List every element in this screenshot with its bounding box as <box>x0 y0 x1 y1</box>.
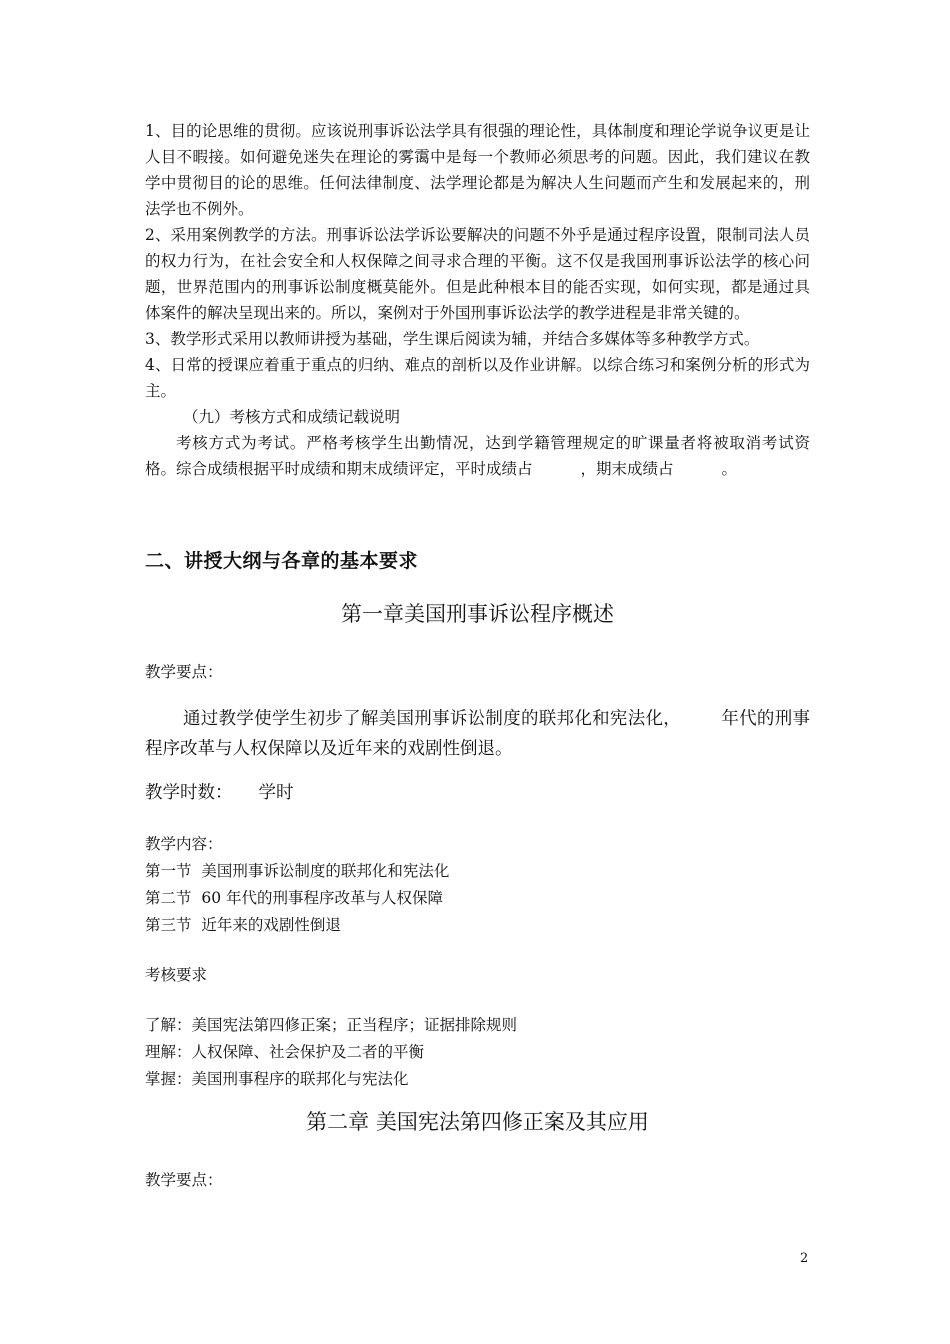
page-number: 2 <box>800 1251 809 1266</box>
chapter1-hours-unit: 学时 <box>258 783 294 803</box>
chapter1-content-label: 教学内容： <box>145 835 223 853</box>
section-heading: 二、讲授大纲与各章的基本要求 <box>145 550 419 572</box>
chapter1-title: 第一章美国刑事诉讼程序概述 <box>341 602 614 626</box>
method-item-2: 2、采用案例教学的方法。刑事诉讼法学诉讼要解决的问题不外乎是通过程序设置，限制司法人员的权力行为，在社会安全和人权保障之间寻求合理的平衡。这不仅是我国刑事诉讼法学的核心问题，世界范围内的刑事诉讼制度概莫能外。但是此种根本目的能否实现，如何实现，都是通过具体案件的解决呈现出来的。所以，案例对于外国刑事诉讼法学的教学进程是非常关键的。 <box>145 226 810 322</box>
chapter1-section-2: 第二节 60 年代的刑事程序改革与人权保障 <box>145 889 444 907</box>
chapter1-section-1: 第一节 美国刑事诉讼制度的联邦化和宪法化 <box>145 862 450 880</box>
chapter2-title: 第二章 美国宪法第四修正案及其应用 <box>306 1110 649 1134</box>
method-item-4: 4、日常的授课应着重于重点的归纳、难点的剖析以及作业讲解。以综合练习和案例分析的形式为主。 <box>145 356 810 400</box>
chapter1-points-text-b: 年代的刑事程序改革与人权保障以及近年来的戏剧性倒退。 <box>145 709 811 759</box>
chapter1-section-3: 第三节 近年来的戏剧性倒退 <box>145 916 341 934</box>
chapter1-assess-label: 考核要求 <box>145 966 208 984</box>
teaching-methods-list <box>145 118 810 482</box>
chapter1-hours-label: 教学时数： <box>145 783 233 803</box>
chapter1-assess-master: 掌握：美国刑事程序的联邦化与宪法化 <box>145 1070 409 1088</box>
chapter1-points <box>145 704 810 764</box>
chapter1-assess-comprehend: 理解：人权保障、社会保护及二者的平衡 <box>145 1043 425 1061</box>
method-item-3: 3、教学形式采用以教师讲授为基础，学生课后阅读为辅，并结合多媒体等多种教学方式。 <box>145 330 760 348</box>
chapter2-points-label: 教学要点： <box>145 1171 223 1189</box>
assessment-text-b: ，期末成绩占 <box>580 460 674 478</box>
chapter1-hours <box>145 778 294 808</box>
chapter1-points-label: 教学要点： <box>145 663 223 681</box>
chapter1-assess-understand: 了解：美国宪法第四修正案；正当程序；证据排除规则 <box>145 1016 518 1034</box>
chapter1-points-text-a: 通过教学使学生初步了解美国刑事诉讼制度的联邦化和宪法化， <box>183 709 682 729</box>
assessment-text-a: 考核方式为考试。严格考核学生出勤情况，达到学籍管理规定的旷课量者将被取消考试资格。综合成绩根据平时成绩和期末成绩评定，平时成绩占 <box>145 434 810 478</box>
assessment-subheading: （九）考核方式和成绩记载说明 <box>183 408 401 426</box>
assessment-paragraph <box>145 430 810 482</box>
method-item-1: 1、目的论思维的贯彻。应该说刑事诉讼法学具有很强的理论性，具体制度和理论学说争议更是让人目不暇接。如何避免迷失在理论的雾霭中是每一个教师必须思考的问题。因此，我们建议在教学中贯彻目的论的思维。任何法律制度、法学理论都是为解决人生问题而产生和发展起来的，刑法学也不例外。 <box>145 122 810 218</box>
chapter1-points-text <box>145 704 810 764</box>
assessment-text-c: 。 <box>721 460 738 478</box>
